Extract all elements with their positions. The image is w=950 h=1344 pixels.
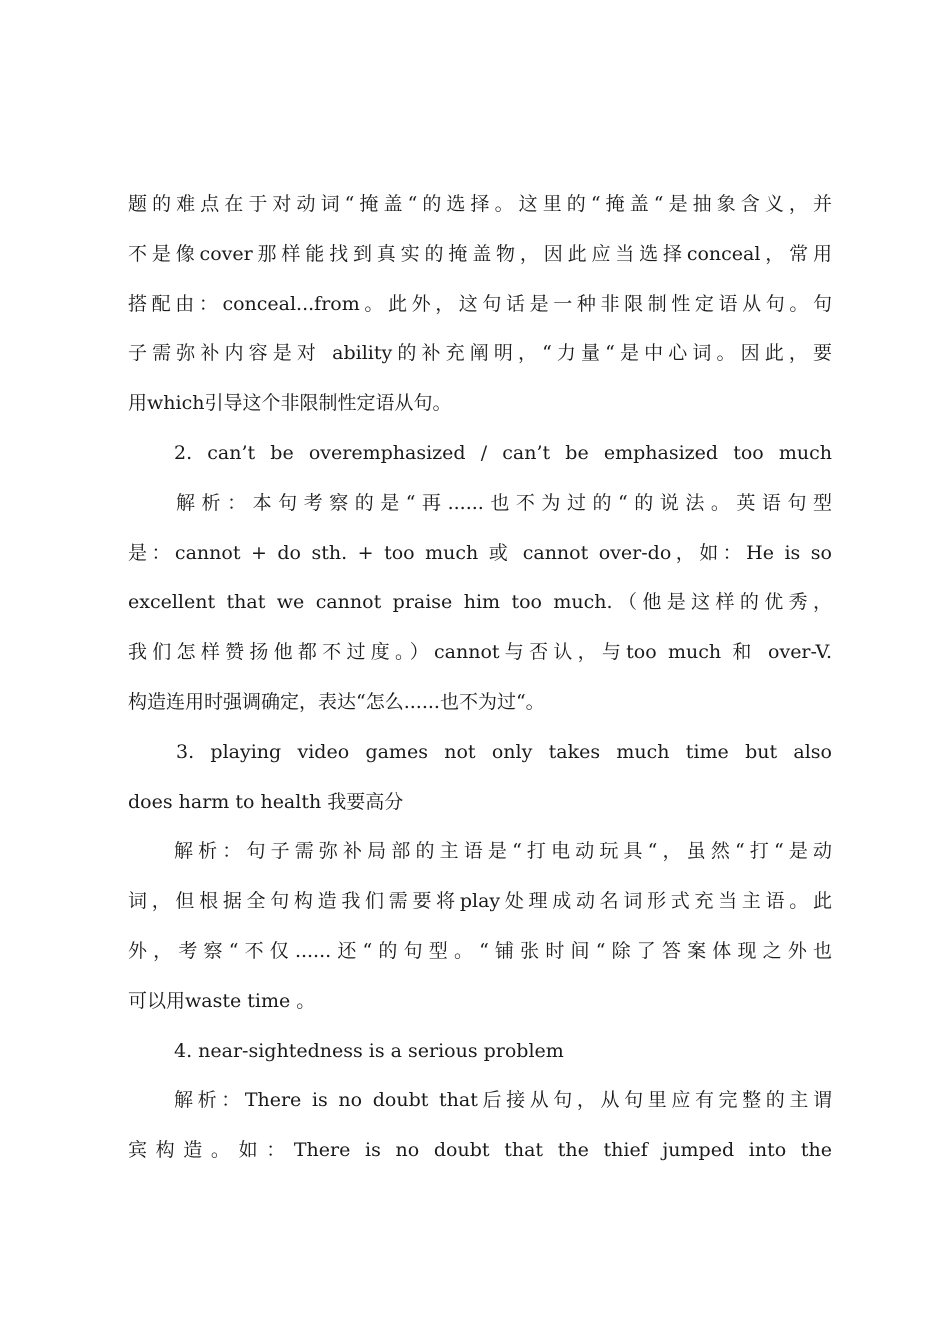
analysis-line: 解析：句子需弥补局部的主语是“打电动玩具“，虽然“打“是动 xyxy=(174,840,832,863)
text-line: 外，考察“不仅......还“的句型。“铺张时间“除了答案体现之外也 xyxy=(128,939,832,962)
answer-heading: 2. can’t be overemphasized / can’t be emphasized too much xyxy=(174,441,832,464)
answer-heading: 4. near-sightedness is a serious problem xyxy=(174,1039,564,1062)
text-line: 搭配由：conceal...from。此外，这句话是一种非限制性定语从句。句 xyxy=(128,292,832,315)
analysis-line: 解析：There is no doubt that后接从句，从句里应有完整的主谓 xyxy=(174,1089,832,1112)
text-line: 用which引导这个非限制性定语从句。 xyxy=(128,392,452,415)
text-line: 宾构造。如：There is no doubt that the thief jumped into the xyxy=(128,1139,832,1162)
analysis-line: 解析：本句考察的是“再......也不为过的“的说法。英语句型 xyxy=(176,491,832,514)
text-line: 不是像cover那样能找到真实的掩盖物，因此应当选择conceal，常用 xyxy=(128,242,832,265)
text-line: 是：cannot + do sth. + too much 或 cannot over-do，如：He is so xyxy=(128,541,832,564)
text-line: excellent that we cannot praise him too much.（他是这样的优秀， xyxy=(128,591,832,614)
document-body xyxy=(128,180,832,1176)
text-line: does harm to health 我要高分 xyxy=(128,790,404,813)
text-line: 题的难点在于对动词“掩盖“的选择。这里的“掩盖“是抽象含义，并 xyxy=(128,193,832,215)
text-line: 可以用waste time 。 xyxy=(128,989,316,1012)
text-line: 我们怎样赞扬他都不过度。）cannot与否认，与too much 和 over-V. xyxy=(128,641,832,664)
text-line: 子需弥补内容是对 ability的补充阐明，“力量“是中心词。因此，要 xyxy=(128,342,832,365)
text-line: 词，但根据全句构造我们需要将play处理成动名词形式充当主语。此 xyxy=(128,890,832,913)
answer-heading: 3. playing video games not only takes much time but also xyxy=(176,740,832,763)
text-line: 构造连用时强调确定，表达“怎么......也不为过“。 xyxy=(128,690,545,713)
